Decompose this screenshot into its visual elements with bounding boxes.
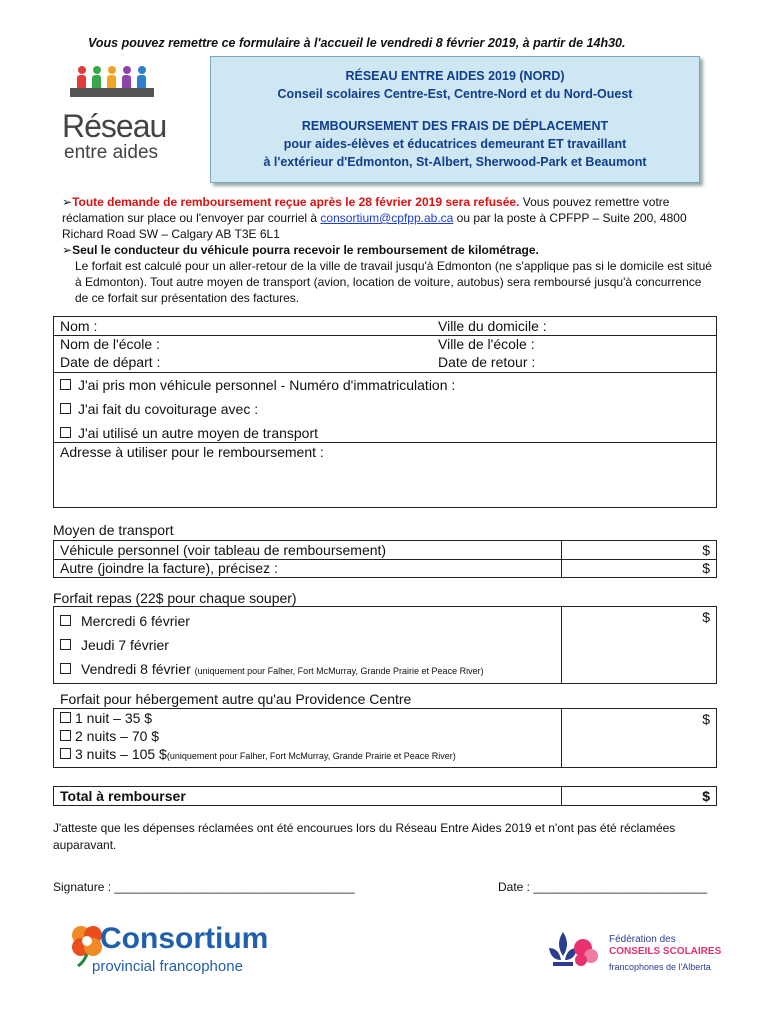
total-label: Total à rembourser bbox=[60, 788, 186, 804]
option-autre-transport[interactable]: J'ai utilisé un autre moyen de transport bbox=[60, 425, 318, 441]
consortium-sub: provincial francophone bbox=[92, 958, 243, 975]
attestation: J'atteste que les dépenses réclamées ont été encourues lors du Réseau Entre Aides 2019 et n'ont pas été réclamées auparavant. bbox=[53, 821, 676, 852]
logo-word-entre-aides: entre aides bbox=[64, 142, 159, 163]
people-icon bbox=[70, 64, 170, 104]
checkbox-icon[interactable] bbox=[60, 615, 71, 626]
repas-vendredi-note: (uniquement pour Falher, Fort McMurray, Grande Prairie et Peace River) bbox=[194, 666, 484, 676]
nuit-3[interactable]: 3 nuits – 105 $(uniquement pour Falher, Fort McMurray, Grande Prairie et Peace River) bbox=[60, 746, 456, 762]
option-vehicule[interactable]: J'ai pris mon véhicule personnel - Numéro d'immatriculation : bbox=[60, 377, 455, 393]
header-subtitle: REMBOURSEMENT DES FRAIS DE DÉPLACEMENT bbox=[301, 119, 609, 133]
fed-line1: Fédération des bbox=[609, 934, 676, 945]
repas-amount[interactable]: $ bbox=[702, 609, 710, 625]
nom-label: Nom : bbox=[60, 318, 98, 334]
autre-amount[interactable]: $ bbox=[702, 560, 710, 576]
autre-row-label: Autre (joindre la facture), précisez : bbox=[60, 560, 278, 576]
header-box bbox=[210, 56, 700, 183]
checkbox-icon[interactable] bbox=[60, 748, 71, 759]
transport-table bbox=[53, 540, 717, 578]
total-table bbox=[53, 786, 717, 806]
repas-mercredi[interactable]: Mercredi 6 février bbox=[60, 613, 190, 629]
repas-jeudi[interactable]: Jeudi 7 février bbox=[60, 637, 169, 653]
deadline-warning: Toute demande de remboursement reçue après le 28 février 2019 sera refusée. bbox=[72, 195, 520, 209]
signature-field[interactable]: Signature : ____________________________________ bbox=[53, 880, 355, 894]
nuit-3-note: (uniquement pour Falher, Fort McMurray, Grande Prairie et Peace River) bbox=[166, 751, 456, 761]
federation-logo bbox=[543, 926, 723, 980]
checkbox-icon[interactable] bbox=[60, 639, 71, 650]
ville-domicile-label: Ville du domicile : bbox=[438, 318, 547, 334]
date-retour-label: Date de retour : bbox=[438, 354, 536, 370]
email-link[interactable]: consortium@cpfpp.ab.ca bbox=[320, 211, 454, 225]
repas-title: Forfait repas (22$ pour chaque souper) bbox=[53, 590, 297, 606]
hebergement-table bbox=[53, 708, 717, 768]
driver-rule: Seul le conducteur du véhicule pourra recevoir le remboursement de kilométrage. bbox=[72, 243, 539, 257]
arrow-bullet-icon: ➢ bbox=[62, 195, 73, 209]
personal-info-table bbox=[53, 316, 717, 508]
nom-ecole-label: Nom de l'école : bbox=[60, 336, 160, 352]
transport-title: Moyen de transport bbox=[53, 522, 174, 538]
ville-ecole-label: Ville de l'école : bbox=[438, 336, 535, 352]
forfait-explanation: Le forfait est calculé pour un aller-retour de la ville de travail jusqu'à Edmonton (ne s'applique pas si le domicile est situé à Edmonton). Tout autre moyen de transport (avion, location de voiture, autobus) sera remboursé jusqu'à concurrence de ce forfait sur présentation des factures. bbox=[75, 259, 712, 305]
header-conseils: Conseil scolaires Centre-Est, Centre-Nord et du Nord-Ouest bbox=[277, 87, 633, 101]
checkbox-icon[interactable] bbox=[60, 712, 71, 723]
instructions bbox=[62, 194, 712, 306]
checkbox-icon[interactable] bbox=[60, 663, 71, 674]
consortium-name: Consortium bbox=[100, 922, 269, 955]
fed-line3: francophones de l'Alberta bbox=[609, 962, 711, 972]
header-exclusion: à l'extérieur d'Edmonton, St-Albert, Sherwood-Park et Beaumont bbox=[263, 155, 647, 169]
vehicule-row-label: Véhicule personnel (voir tableau de remboursement) bbox=[60, 542, 387, 558]
nuit-1[interactable]: 1 nuit – 35 $ bbox=[60, 710, 152, 726]
vehicule-amount[interactable]: $ bbox=[702, 542, 710, 558]
top-note: Vous pouvez remettre ce formulaire à l'accueil le vendredi 8 février 2019, à partir de 14h30. bbox=[88, 36, 626, 50]
checkbox-icon[interactable] bbox=[60, 403, 71, 414]
header-title: RÉSEAU ENTRE AIDES 2019 (NORD) bbox=[345, 69, 565, 83]
fed-line2: CONSEILS SCOLAIRES bbox=[609, 946, 722, 957]
hebergement-title: Forfait pour hébergement autre qu'au Providence Centre bbox=[60, 691, 412, 707]
logo-word-reseau: Réseau bbox=[62, 108, 167, 144]
date-field[interactable]: Date : __________________________ bbox=[498, 880, 707, 894]
submission-text-b: ou par la poste à CPFPP – Suite 200, 4800 Richard Road SW – Calgary AB T3E 6L1 bbox=[62, 211, 687, 241]
repas-table bbox=[53, 606, 717, 684]
header-audience: pour aides-élèves et éducatrices demeurant ET travaillant bbox=[283, 137, 627, 151]
arrow-bullet-icon: ➢ bbox=[62, 243, 73, 257]
consortium-logo bbox=[70, 922, 270, 982]
submission-text-a: Vous pouvez remettre votre réclamation sur place ou l'envoyer par courriel à bbox=[62, 195, 670, 225]
date-depart-label: Date de départ : bbox=[60, 354, 161, 370]
total-amount[interactable]: $ bbox=[702, 788, 710, 804]
fleur-de-lis-icon bbox=[543, 926, 601, 980]
nuit-2[interactable]: 2 nuits – 70 $ bbox=[60, 728, 159, 744]
option-covoiturage[interactable]: J'ai fait du covoiturage avec : bbox=[60, 401, 258, 417]
hebergement-amount[interactable]: $ bbox=[702, 711, 710, 727]
repas-vendredi[interactable]: Vendredi 8 février (uniquement pour Falher, Fort McMurray, Grande Prairie et Peace River) bbox=[60, 661, 484, 677]
checkbox-icon[interactable] bbox=[60, 379, 71, 390]
checkbox-icon[interactable] bbox=[60, 427, 71, 438]
checkbox-icon[interactable] bbox=[60, 730, 71, 741]
reseau-logo bbox=[62, 64, 172, 164]
adresse-label: Adresse à utiliser pour le remboursement : bbox=[60, 444, 324, 460]
